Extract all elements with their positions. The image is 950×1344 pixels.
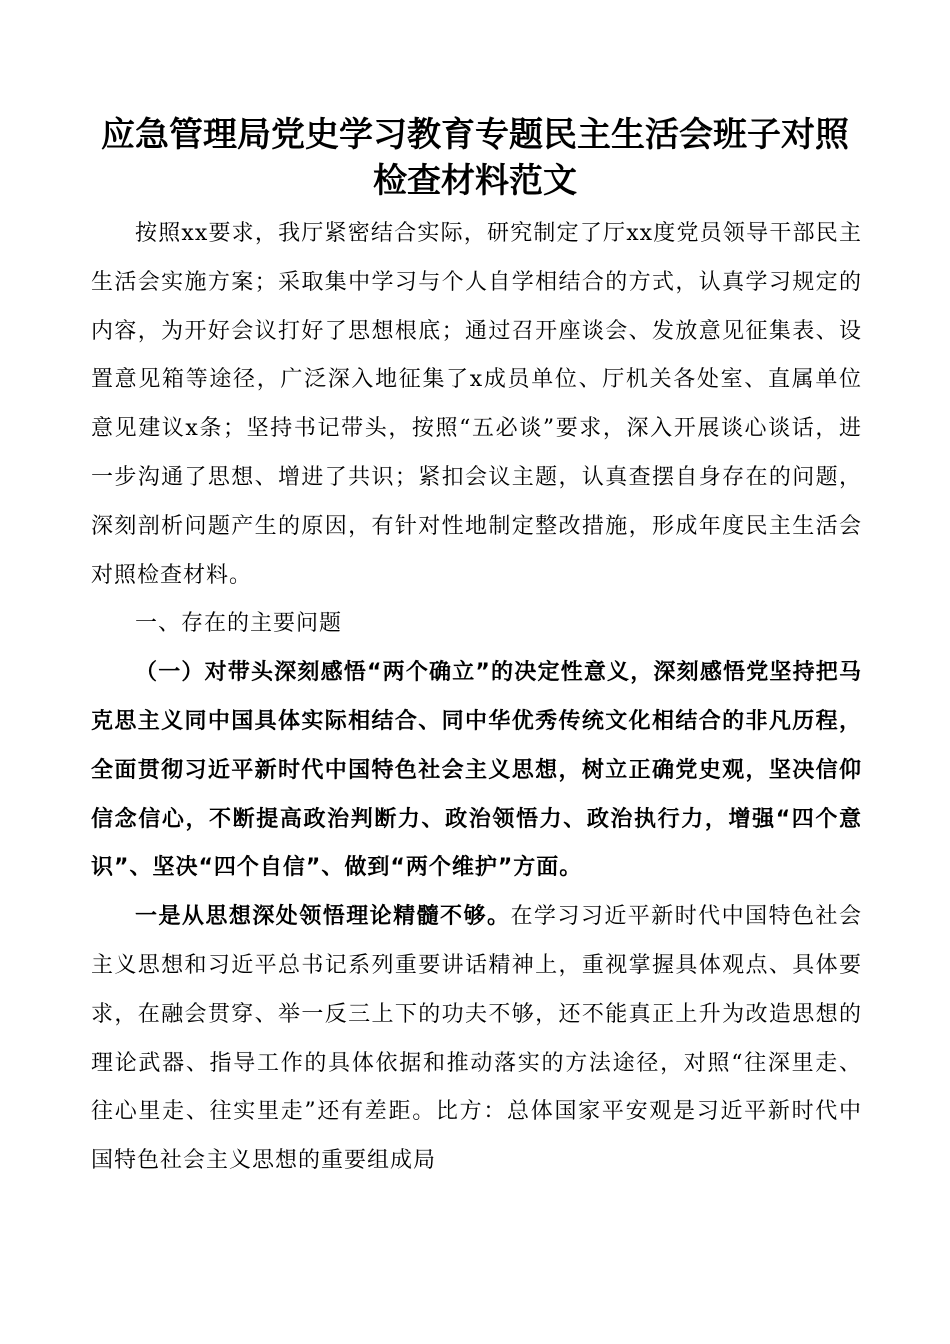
section-heading: 一、存在的主要问题 [135,611,343,637]
point-one-body: 在学习习近平新时代中国特色社会主义思想和习近平总书记系列重要讲话精神上，重视掌握具体观点、具体要求，在融会贯穿、举一反三上下的功夫不够，还不能真正上升为改造思想的理论武器、指导工作的具体依据和推动落实的方法途径，对照“往深里走、往心里走、往实里走”还有差距。比方：总体国家平安观是习近平新时代中国特色社会主义思想的重要组成局 [91,904,862,1174]
document-body [91,210,862,1186]
point-one-paragraph [91,893,862,1186]
point-one-lead: 一是从思想深处领悟理论精髓不够。 [135,904,511,930]
document-title: 应急管理局党史学习教育专题民主生活会班子对照检查材料范文 [101,115,849,201]
subsection-heading: （一）对带头深刻感悟“两个确立”的决定性意义，深刻感悟党坚持把马克思主义同中国具体实际相结合、同中华优秀传统文化相结合的非凡历程，全面贯彻习近平新时代中国特色社会主义思想，树立正确党史观，坚决信仰信念信心，不断提高政治判断力、政治领悟力、政治执行力，增强“四个意识”、坚决“四个自信”、做到“两个维护”方面。 [91,660,862,881]
intro-paragraph: 按照xx要求，我厅紧密结合实际，研究制定了厅xx度党员领导干部民主生活会实施方案；采取集中学习与个人自学相结合的方式，认真学习规定的内容，为开好会议打好了思想根底；通过召开座谈会、发放意见征集表、设置意见箱等途径，广泛深入地征集了x成员单位、厅机关各处室、直属单位意见建议x条；坚持书记带头，按照“五必谈”要求，深入开展谈心谈话，进一步沟通了思想、增进了共识；紧扣会议主题，认真查摆自身存在的问题，深刻剖析问题产生的原因，有针对性地制定整改措施，形成年度民主生活会对照检查材料。 [91,221,862,588]
